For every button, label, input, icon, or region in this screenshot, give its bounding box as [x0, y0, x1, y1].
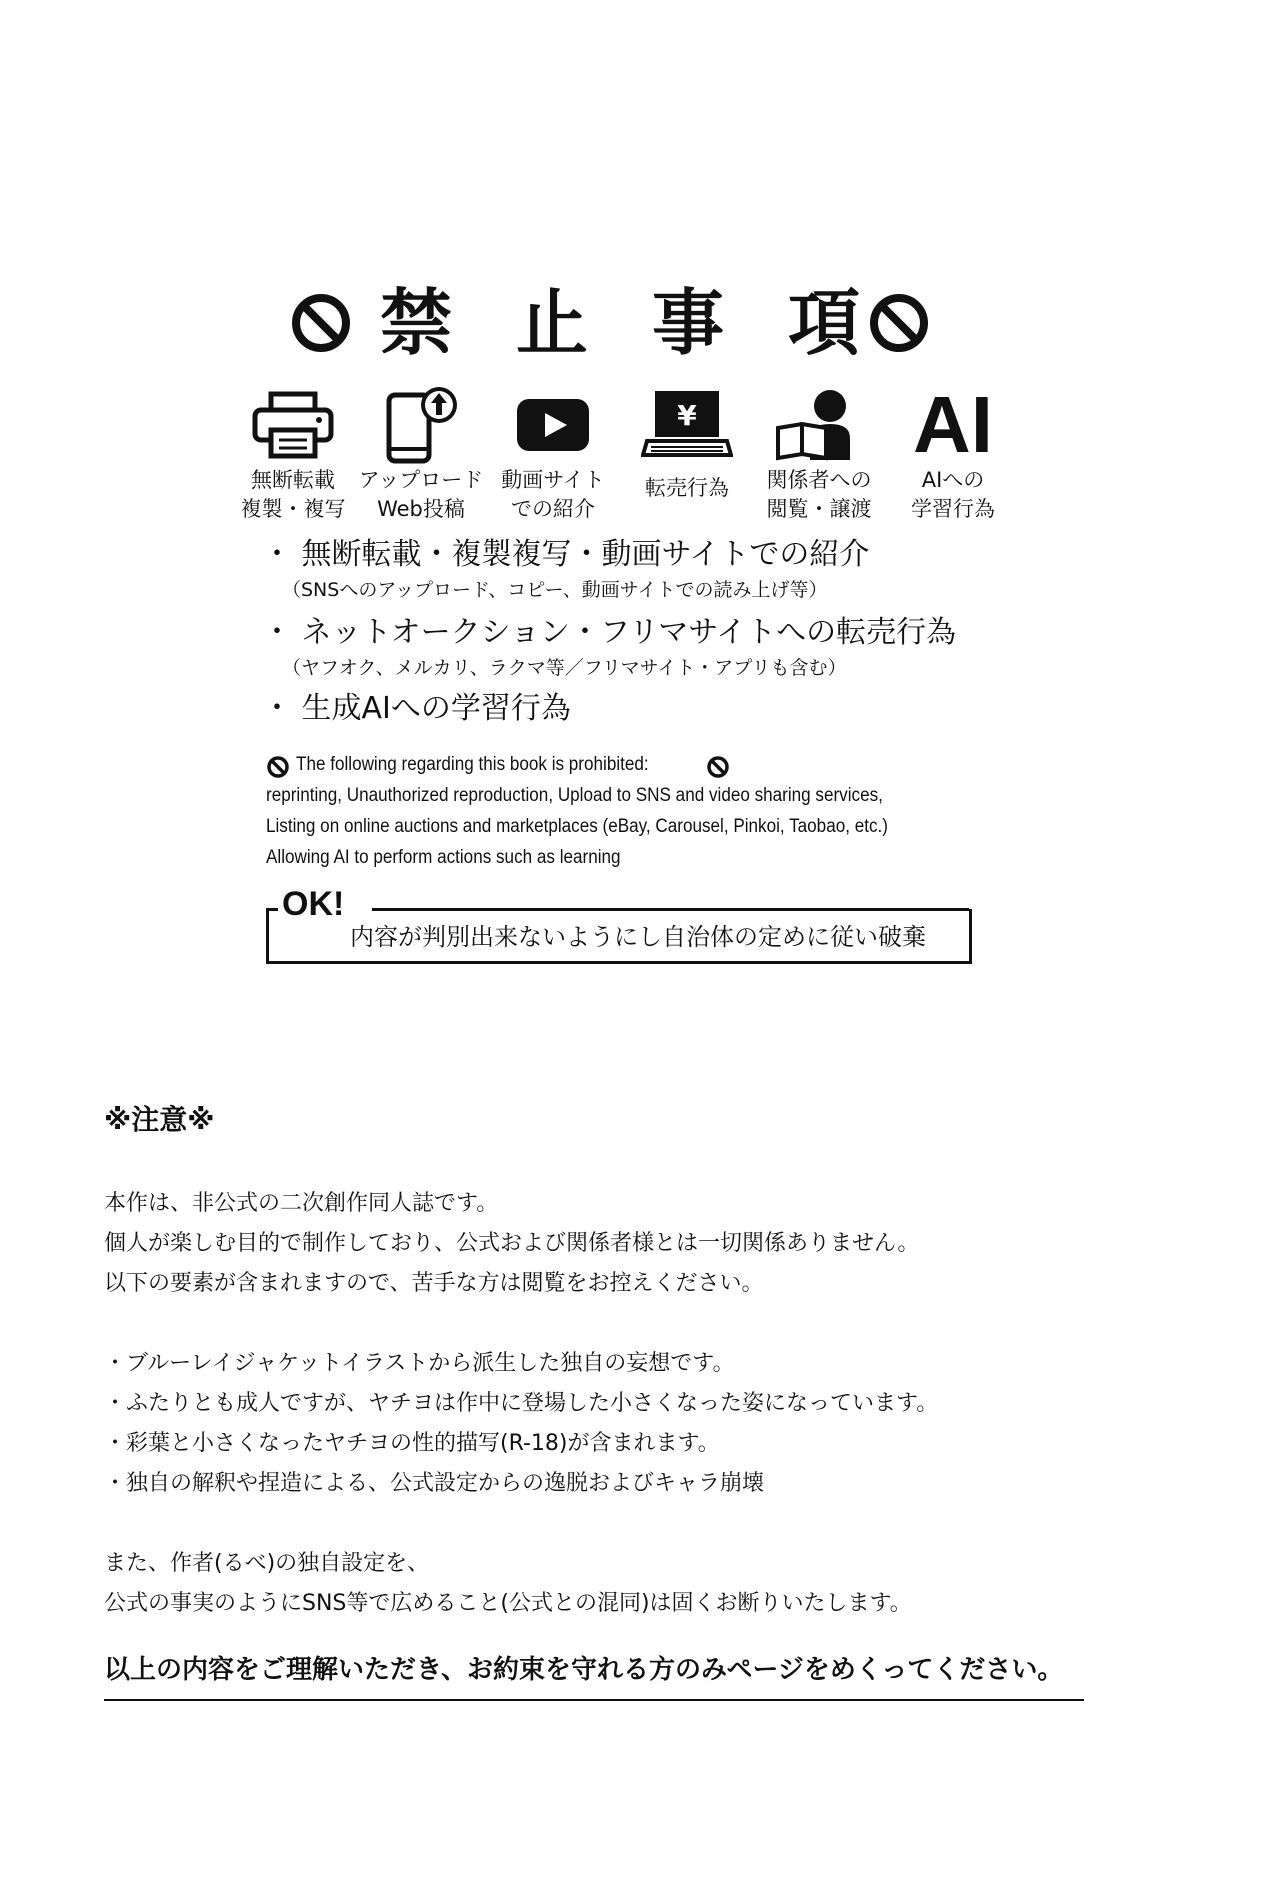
icon-label: 無断転載 複製・複写	[240, 468, 346, 521]
prohibited-icon	[290, 292, 352, 354]
caution-point: ・彩葉と小さくなったヤチヨの性的描写(R-18)が含まれます。	[104, 1431, 720, 1456]
notice-line: また、作者(るべ)の独自設定を、	[104, 1551, 430, 1576]
intro-line: 個人が楽しむ目的で制作しており、公式および関係者様とは一切関係ありません。	[104, 1231, 920, 1256]
notice-line: 公式の事実のようにSNS等で広めること(公式との混同)は固くお断りいたします。	[104, 1591, 912, 1616]
icon-label: アップロード Web投稿	[358, 468, 484, 521]
final-request: 以上の内容をご理解いただき、お約束を守れる方のみページをめくってください。	[104, 1655, 1064, 1685]
icon-label: AIへの 学習行為	[911, 468, 995, 521]
english-line: Listing on online auctions and marketplaces (eBay, Carousel, Pinkoi, Taobao, etc.)	[266, 816, 888, 837]
bullet-item: ・ 無断転載・複製複写・動画サイトでの紹介	[262, 537, 870, 572]
intro-line: 以下の要素が含まれますので、苦手な方は閲覧をお控えください。	[104, 1271, 764, 1296]
icon-item-reprint	[228, 384, 358, 524]
icon-item-resale	[622, 384, 752, 503]
english-line: reprinting, Unauthorized reproduction, Upload to SNS and video sharing services,	[266, 785, 883, 806]
prohibited-icon	[266, 755, 290, 779]
title-char: 項	[788, 281, 861, 365]
svg-text:¥: ¥	[677, 399, 697, 432]
person-book-icon	[774, 388, 864, 462]
prohibited-icon	[706, 755, 730, 779]
ai-icon: AI	[913, 380, 993, 469]
icon-label: 転売行為	[645, 476, 729, 500]
title-char: 禁	[380, 281, 453, 365]
final-underline	[104, 1699, 1084, 1701]
prohibited-icon	[868, 292, 930, 354]
caution-point: ・ふたりとも成人ですが、ヤチヨは作中に登場した小さくなった姿になっています。	[104, 1391, 939, 1416]
title-char: 止	[516, 281, 589, 365]
video-play-icon	[515, 397, 591, 453]
caution-point: ・独自の解釈や捏造による、公式設定からの逸脱およびキャラ崩壊	[104, 1471, 765, 1496]
icon-item-upload	[356, 384, 486, 524]
bullet-item: ・ ネットオークション・フリマサイトへの転売行為	[262, 615, 957, 650]
icon-item-share	[754, 384, 884, 524]
ok-box-top-border	[372, 908, 969, 911]
icon-label: 動画サイト での紹介	[501, 468, 605, 521]
caution-point: ・ブルーレイジャケットイラストから派生した独自の妄想です。	[104, 1351, 735, 1376]
ok-label: OK!	[278, 884, 348, 924]
ok-text: 内容が判別出来ないようにし自治体の定めに従い破棄	[350, 923, 926, 951]
printer-icon	[251, 390, 335, 460]
bullet-note: （SNSへのアップロード、コピー、動画サイトでの読み上げ等）	[282, 579, 828, 601]
prohibited-title	[290, 278, 930, 368]
icon-label: 関係者への 閲覧・譲渡	[766, 468, 872, 521]
english-heading-row	[266, 749, 1026, 783]
icon-item-video	[488, 384, 618, 524]
icon-item-ai	[888, 380, 1018, 524]
bullet-note: （ヤフオク、メルカリ、ラクマ等／フリマサイト・アプリも含む）	[282, 657, 847, 679]
english-heading: The following regarding this book is prohibited:	[296, 754, 649, 775]
phone-upload-icon	[379, 385, 463, 465]
bullet-item: ・ 生成AIへの学習行為	[262, 691, 571, 726]
caution-heading: ※注意※	[104, 1103, 215, 1136]
laptop-yen-icon	[641, 389, 733, 461]
english-line: Allowing AI to perform actions such as learning	[266, 847, 621, 868]
intro-line: 本作は、非公式の二次創作同人誌です。	[104, 1191, 499, 1216]
title-char: 事	[652, 281, 725, 365]
